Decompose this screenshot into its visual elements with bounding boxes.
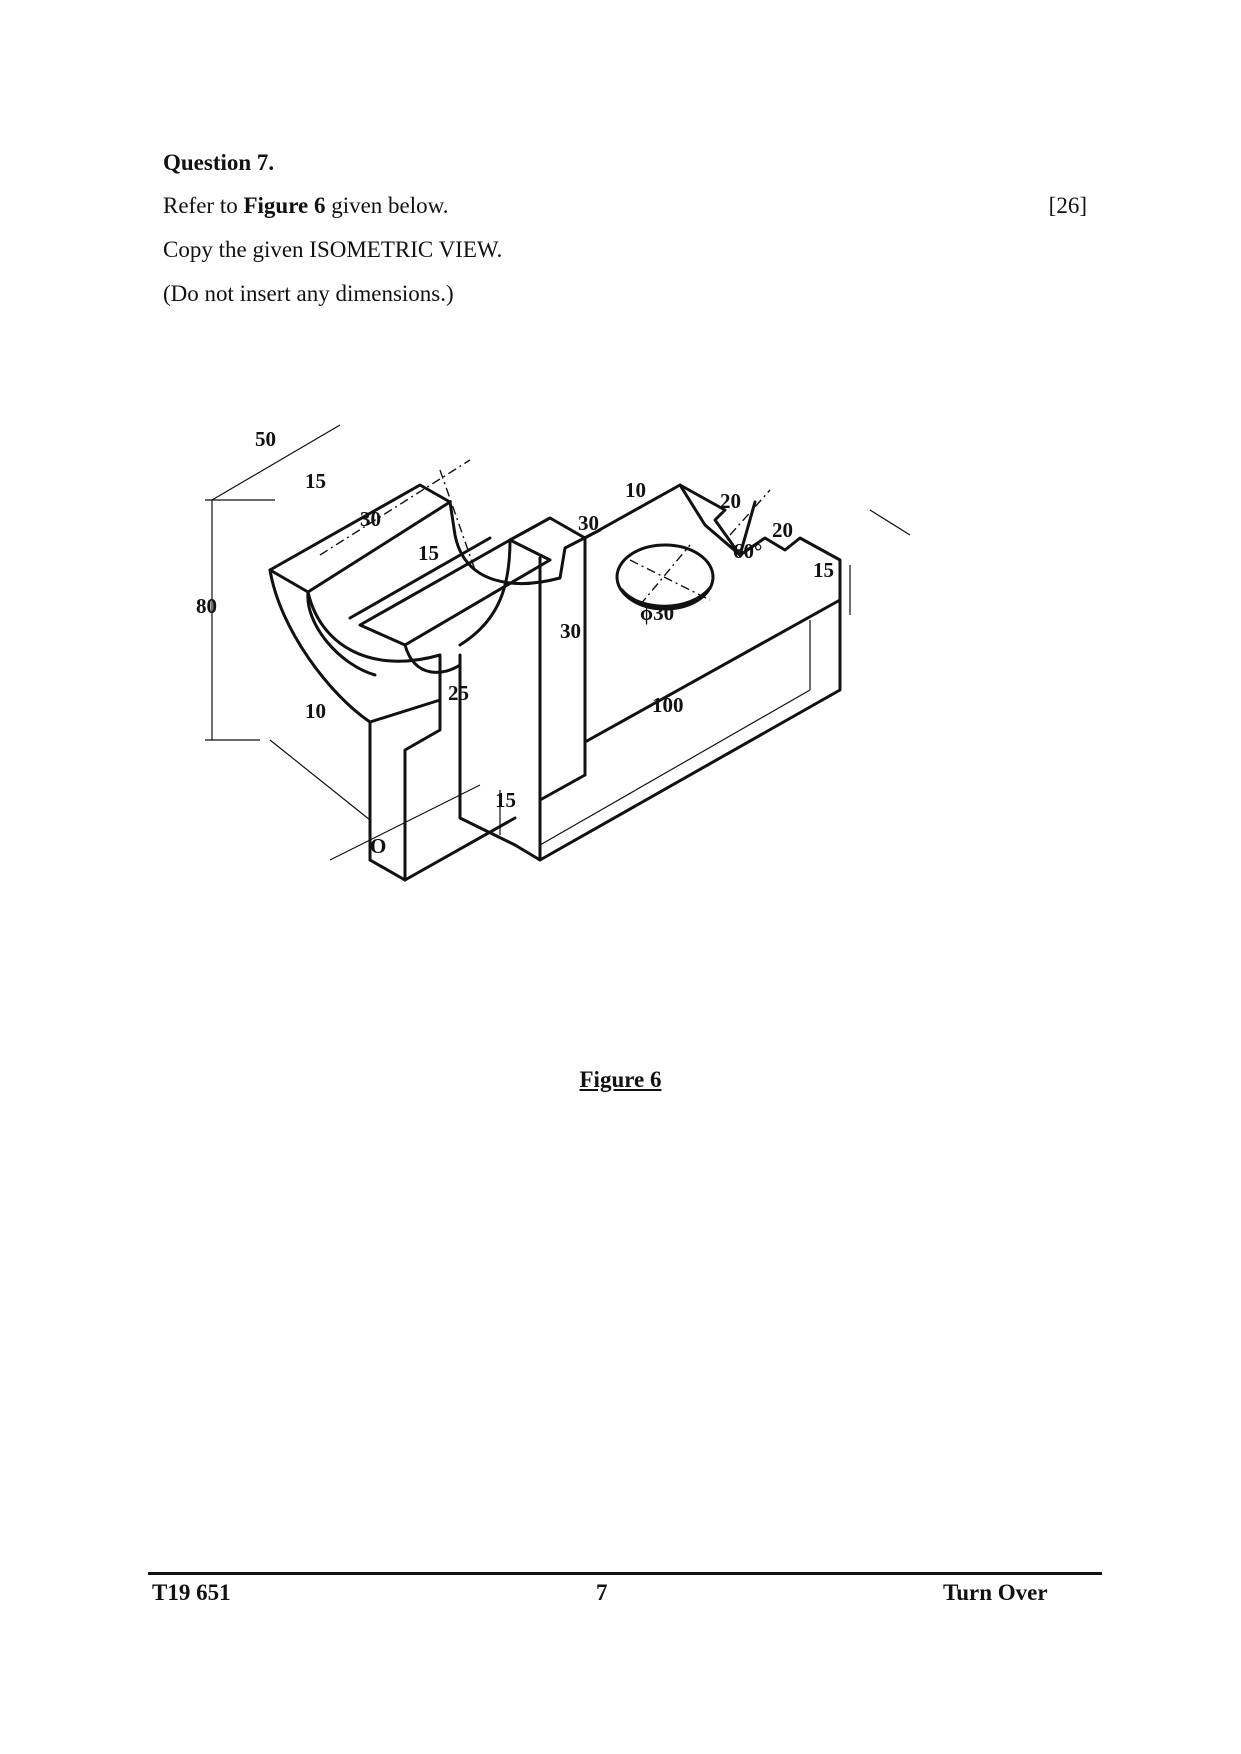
figure-reference: Figure 6: [243, 193, 326, 218]
base-top-face: [585, 485, 840, 742]
dim-30-hole-side: 30: [560, 619, 581, 643]
dim-15-top: 15: [305, 469, 326, 493]
dim-20-a: 20: [720, 489, 741, 513]
footer-rule: [148, 1572, 1102, 1575]
dim-15-bottom: 15: [495, 788, 516, 812]
dim-30-top: 30: [360, 507, 381, 531]
footer-paper-code: T19 651: [152, 1580, 231, 1605]
left-block-inner-arc: [308, 592, 375, 675]
marks-allocation: [26]: [1048, 193, 1087, 218]
isometric-drawing: [196, 427, 980, 980]
footer-turn-over: Turn Over: [943, 1580, 1048, 1605]
dim-30-hole-top: 30: [578, 511, 599, 535]
question-line-note: (Do not insert any dimensions.): [163, 281, 454, 306]
dim-20-b: 20: [772, 518, 793, 542]
origin-label: O: [370, 834, 387, 858]
dim-80: 80: [196, 594, 217, 618]
left-mid-face: [360, 540, 550, 645]
isometric-figure: [196, 427, 980, 980]
refer-suffix: given below.: [325, 193, 449, 218]
dim-15-right: 15: [813, 558, 834, 582]
dim-10: 10: [305, 699, 326, 723]
dim-100: 100: [652, 693, 684, 717]
dim-diameter: ϕ30: [640, 601, 675, 625]
left-arc-inner: [405, 645, 460, 672]
question-line-instruction: Copy the given ISOMETRIC VIEW.: [163, 237, 503, 262]
figure-caption: Figure 6: [579, 1067, 662, 1092]
footer-page-number: 7: [596, 1580, 608, 1605]
dim-angle-60: 60°: [733, 539, 763, 563]
question-title: Question 7.: [163, 150, 275, 175]
left-top-step: [308, 502, 490, 618]
dim-10-v: 10: [625, 478, 646, 502]
refer-prefix: Refer to: [163, 193, 244, 218]
question-line-refer: [163, 193, 449, 219]
dim-15-mid: 15: [418, 541, 439, 565]
dim-25: 25: [448, 681, 469, 705]
dim-50: 50: [255, 427, 276, 451]
centre-lines: [320, 460, 770, 605]
vertical-column: [510, 518, 585, 860]
